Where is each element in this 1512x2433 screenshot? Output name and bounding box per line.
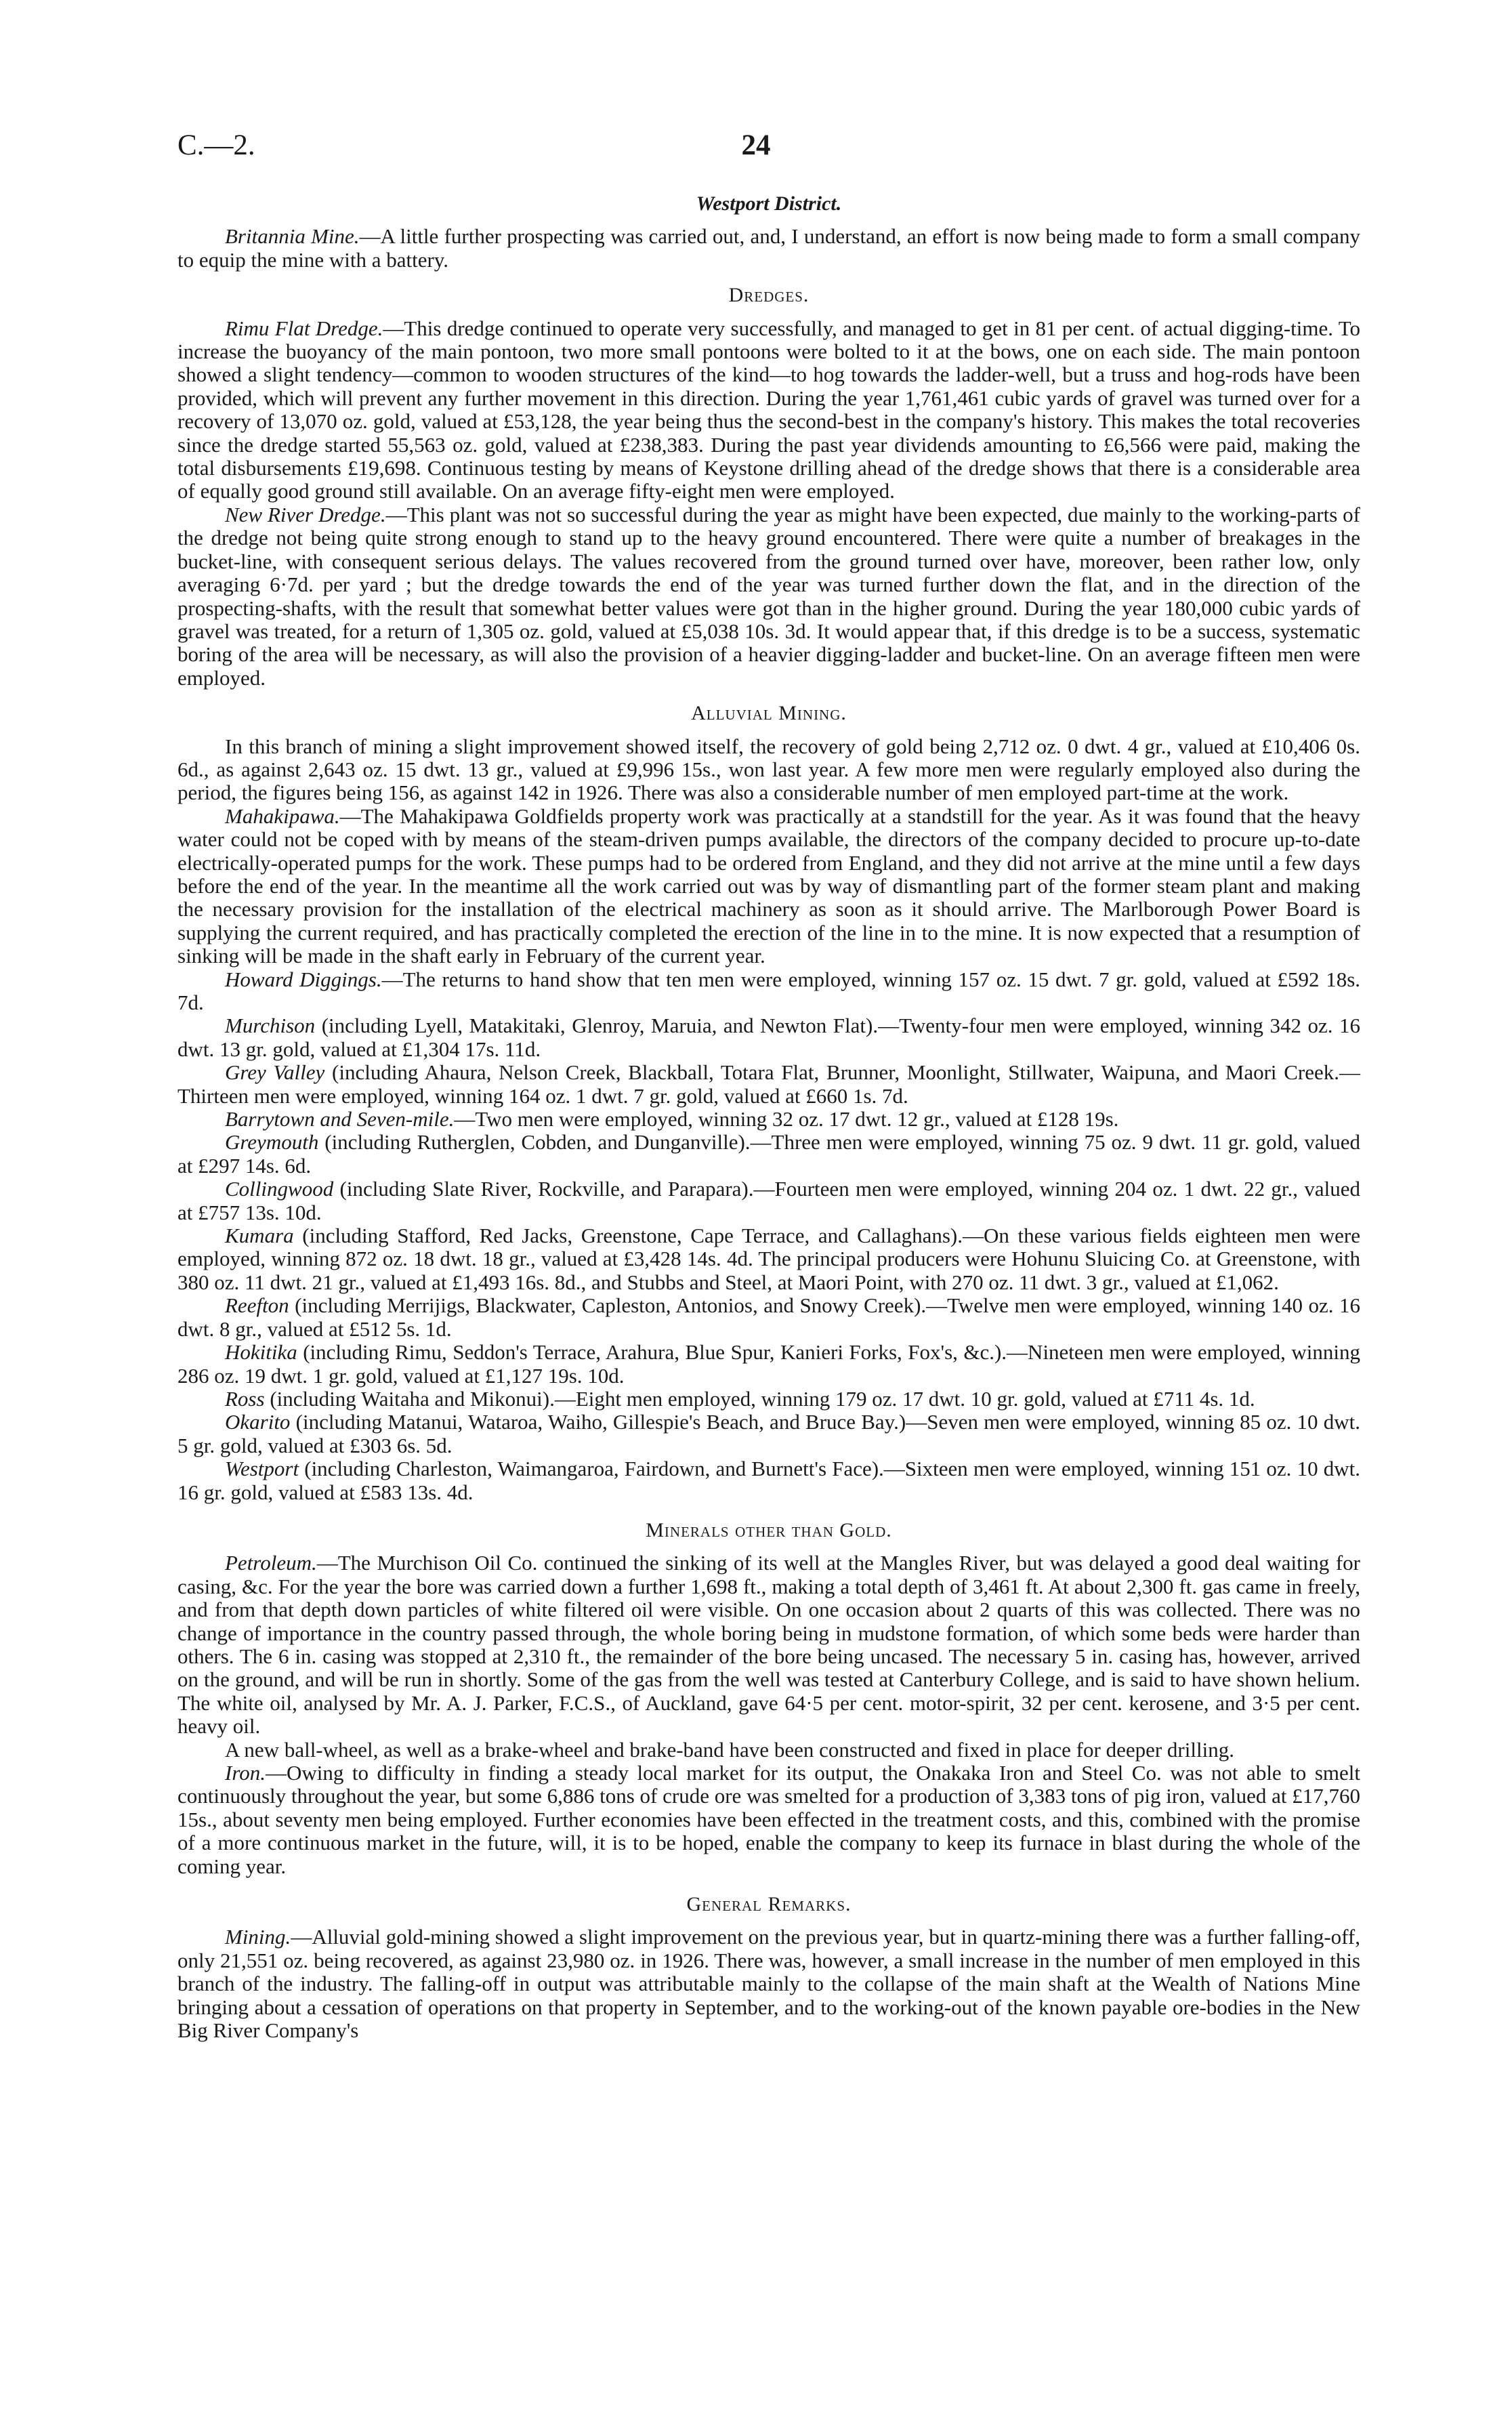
alluvial-mining-heading: Alluvial Mining. (691, 702, 847, 725)
dredges-heading: Dredges. (728, 284, 810, 307)
page-body (177, 187, 1360, 2042)
paragraph-new-river: New River Dredge.—This plant was not so successful during the year as might have been expected, due mainly to the working-parts of the dredge not being quite strong enough to stand up to the heavy ground encountered. There were quite a number of breakages in the bucket-line, with consequent serious delays. The values recovered from the ground turned over have, moreover, been rather low, only averaging 6·7d. per yard ; but the dredge towards the end of the year was turned further down the flat, and in the direction of the prospecting-shafts, with the result that somewhat better values were got than in the higher ground. During the year 180,000 cubic yards of gravel was treated, for a return of 1,305 oz. gold, valued at £5,038 10s. 3d. It would appear that, if this dredge is to be a success, systematic boring of the area will be necessary, as will also the provision of a heavier digging-ladder and bucket-line. On an average fifteen men were employed. (177, 502, 1360, 690)
minerals-heading: Minerals other than Gold. (646, 1518, 892, 1541)
paragraph-rimu-flat: Rimu Flat Dredge.—This dredge continued to operate very successfully, and managed to get in 81 per cent. of actual digging-time. To increase the buoyancy of the main pontoon, two more small pontoons were bolted to it at the bows, one on each side. The main pontoon showed a slight tendency—common to wooden structures of the kind—to hog towards the ladder-well, but a truss and hog-rods have been provided, which will prevent any further movement in this direction. During the year 1,761,461 cubic yards of gravel was turned over for a recovery of 13,070 oz. gold, valued at £53,128, the year being thus the second-best in the company's history. This makes the total recoveries since the dredge started 55,563 oz. gold, valued at £238,383. During the past year dividends amounting to £6,566 were paid, making the total disbursements £19,698. Continuous testing by means of Keystone drilling ahead of the dredge shows that there is a considerable area of equally good ground still available. On an average fifty-eight men were employed. (177, 316, 1360, 503)
paragraph-barrytown: Barrytown and Seven-mile.—Two men were employed, winning 32 oz. 17 dwt. 12 gr., valued at £128 19s. (225, 1107, 1119, 1131)
paragraph-grey-valley: Grey Valley (including Ahaura, Nelson Creek, Blackball, Totara Flat, Brunner, Moonlight, Stillwater, Waipuna, and Maori Creek.—Thirteen men were employed, winning 164 oz. 1 dwt. 7 gr. gold, valued at £660 1s. 7d. (177, 1060, 1360, 1108)
paragraph-greymouth: Greymouth (including Rutherglen, Cobden, and Dunganville).—Three men were employed, winning 75 oz. 9 dwt. 11 gr. gold, valued at £297 14s. 6d. (177, 1130, 1360, 1178)
paragraph-mining: Mining.—Alluvial gold-mining showed a slight improvement on the previous year, but in quartz-mining there was a further falling-off, only 21,551 oz. being recovered, as against 23,980 oz. in 1926. There was, however, a small increase in the number of men employed in this branch of the industry. The falling-off in output was attributable mainly to the collapse of the main shaft at the Wealth of Nations Mine bringing about a cessation of operations on that property in September, and to the working-out of the known payable ore-bodies in the New Big River Company's (177, 1925, 1360, 2043)
paragraph-okarito: Okarito (including Matanui, Wataroa, Waiho, Gillespie's Beach, and Bruce Bay.)—Seven men were employed, winning 85 oz. 10 dwt. 5 gr. gold, valued at £303 6s. 5d. (177, 1410, 1360, 1457)
paragraph-hokitika: Hokitika (including Rimu, Seddon's Terrace, Arahura, Blue Spur, Kanieri Forks, Fox's, &c.).—Nineteen men were employed, winning 286 oz. 19 dwt. 1 gr. gold, valued at £1,127 19s. 10d. (177, 1340, 1360, 1388)
paragraph-murchison: Murchison (including Lyell, Matakitaki, Glenroy, Maruia, and Newton Flat).—Twenty-four men were employed, winning 342 oz. 16 dwt. 13 gr. gold, valued at £1,304 17s. 11d. (177, 1014, 1360, 1061)
paragraph-collingwood: Collingwood (including Slate River, Rockville, and Parapara).—Fourteen men were employed, winning 204 oz. 1 dwt. 22 gr., valued at £757 13s. 10d. (177, 1177, 1360, 1224)
paragraph-westport: Westport (including Charleston, Waimangaroa, Fairdown, and Burnett's Face).—Sixteen men were employed, winning 151 oz. 10 dwt. 16 gr. gold, valued at £583 13s. 4d. (177, 1457, 1360, 1504)
document-code: C.—2. (177, 129, 255, 161)
page-number: 24 (741, 129, 771, 161)
paragraph-mahakipawa: Mahakipawa.—The Mahakipawa Goldfields property work was practically at a standstill for the year. As it was found that the heavy water could not be coped with by means of the steam-driven pumps available, the directors of the company decided to procure up-to-date electrically-operated pumps for the work. These pumps had to be ordered from England, and they did not arrive at the mine until a few days before the end of the year. In the meantime all the work carried out was by way of dismantling part of the former steam plant and making the necessary provision for the installation of the electrical machinery as soon as it should arrive. The Marlborough Power Board is supplying the current required, and has practically completed the erection of the line in to the mine. It is now expected that a resumption of sinking will be made in the shaft early in February of the current year. (177, 804, 1360, 968)
paragraph-alluvial-intro: In this branch of mining a slight improvement showed itself, the recovery of gold being 2,712 oz. 0 dwt. 4 gr., valued at £10,406 0s. 6d., as against 2,643 oz. 15 dwt. 13 gr., valued at £9,996 15s., won last year. A few more men were regularly employed also during the period, the figures being 156, as against 142 in 1926. There was also a considerable number of men employed part-time at the work. (177, 734, 1360, 805)
general-remarks-heading: General Remarks. (686, 1893, 852, 1916)
westport-district-heading: Westport District. (696, 192, 842, 215)
paragraph-ross: Ross (including Waitaha and Mikonui).—Eight men employed, winning 179 oz. 17 dwt. 10 gr. gold, valued at £711 4s. 1d. (225, 1386, 1255, 1411)
paragraph-britannia: Britannia Mine.—A little further prospecting was carried out, and, I understand, an effort is now being made to form a small company to equip the mine with a battery. (177, 224, 1360, 272)
paragraph-howard-diggings: Howard Diggings.—The returns to hand show that ten men were employed, winning 157 oz. 15 dwt. 7 gr. gold, valued at £592 18s. 7d. (177, 967, 1361, 1014)
paragraph-petroleum: Petroleum.—The Murchison Oil Co. continued the sinking of its well at the Mangles River, but was delayed a good deal waiting for casing, &c. For the year the bore was carried down a further 1,698 ft., making a total depth of 3,461 ft. At about 2,300 ft. gas came in freely, and from that depth down particles of white filtered oil were visible. On one occasion about 2 quarts of this was collected. There was no change of importance in the country passed through, the whole boring being in mudstone formation, of which some beds were harder than others. The 6 in. casing was stopped at 2,310 ft., the remainder of the bore being uncased. The necessary 5 in. casing has, however, arrived on the ground, and will be run in shortly. Some of the gas from the well was tested at Canterbury College, and is said to have shown helium. The white oil, analysed by Mr. A. J. Parker, F.C.S., of Auckland, gave 64·5 per cent. motor-spirit, 32 per cent. kerosene, and 3·5 per cent. heavy oil. (177, 1551, 1360, 1739)
paragraph-kumara: Kumara (including Stafford, Red Jacks, Greenstone, Cape Terrace, and Callaghans).—On these various fields eighteen men were employed, winning 872 oz. 18 dwt. 18 gr., valued at £3,428 14s. 4d. The principal producers were Hohunu Sluicing Co. at Greenstone, with 380 oz. 11 dwt. 21 gr., valued at £1,493 16s. 8d., and Stubbs and Steel, at Maori Point, with 270 oz. 11 dwt. 3 gr., valued at £1,062. (177, 1224, 1360, 1294)
paragraph-ball-wheel: A new ball-wheel, as well as a brake-wheel and brake-band have been constructed and fixed in place for deeper drilling. (225, 1737, 1234, 1762)
paragraph-reefton: Reefton (including Merrijigs, Blackwater, Capleston, Antonios, and Snowy Creek).—Twelve men were employed, winning 140 oz. 16 dwt. 8 gr., valued at £512 5s. 1d. (177, 1293, 1360, 1341)
paragraph-iron: Iron.—Owing to difficulty in finding a steady local market for its output, the Onakaka Iron and Steel Co. was not able to smelt continuously throughout the year, but some 6,886 tons of crude ore was smelted for a production of 3,383 tons of pig iron, valued at £17,760 15s., about seventy men being employed. Further economies have been effected in the treatment costs, and this, combined with the promise of a more continuous market in the future, will, it is to be hoped, enable the company to keep its furnace in blast during the whole of the coming year. (177, 1761, 1360, 1878)
page-header (177, 129, 1335, 169)
